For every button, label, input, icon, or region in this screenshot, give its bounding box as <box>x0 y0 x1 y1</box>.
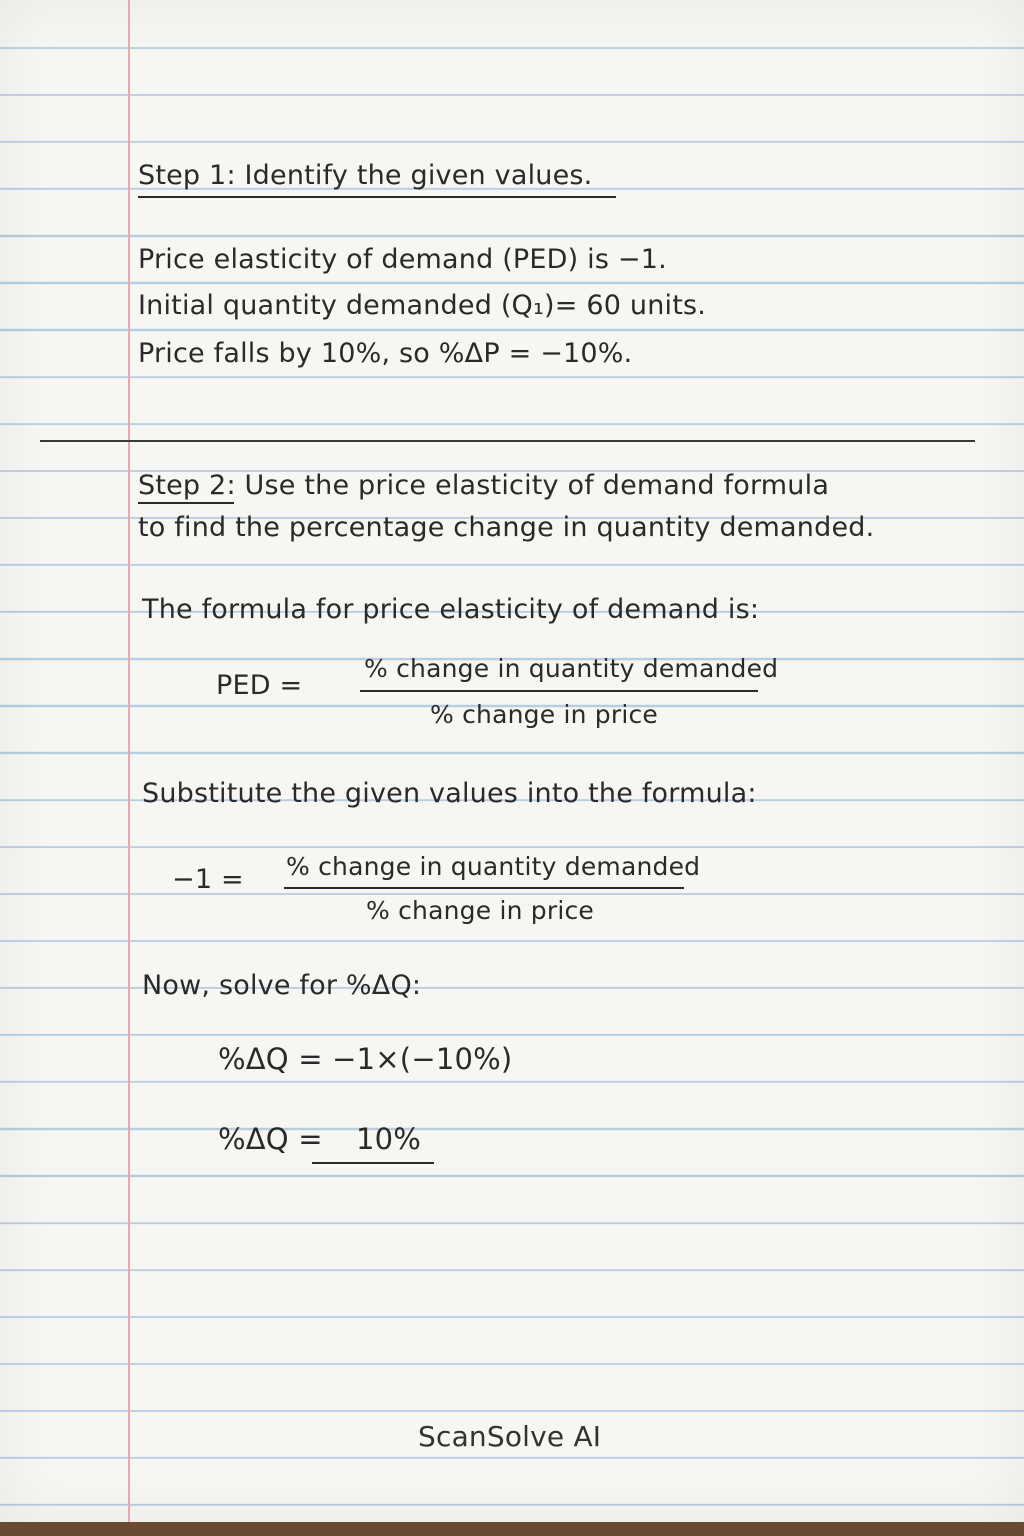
formula-fraction-bar <box>360 690 758 692</box>
step1-heading <box>138 160 592 191</box>
step2-underline <box>138 502 234 504</box>
step1-title: : Identify the given values. <box>226 160 593 191</box>
formula-numerator: % change in quantity demanded <box>364 654 779 683</box>
step2-heading-line2: to find the percentage change in quantity demanded. <box>138 512 875 543</box>
final-answer: 10% <box>356 1122 422 1156</box>
brand-footer: ScanSolve AI <box>418 1420 602 1453</box>
given-ped-line: Price elasticity of demand (PED) is −1. <box>138 244 667 275</box>
solve-intro: Now, solve for %ΔQ: <box>142 970 422 1001</box>
solve-line-1: %ΔQ = −1×(−10%) <box>218 1042 513 1076</box>
substituted-fraction-bar <box>284 887 684 889</box>
substituted-denominator: % change in price <box>366 896 595 925</box>
formula-denominator: % change in price <box>430 700 659 729</box>
step1-underline <box>138 196 616 198</box>
margin-line <box>128 0 130 1522</box>
substituted-numerator: % change in quantity demanded <box>286 852 701 881</box>
formula-lhs: PED = <box>216 670 303 701</box>
given-price-change-line: Price falls by 10%, so %ΔP = −10%. <box>138 338 633 369</box>
step2-heading <box>138 470 829 501</box>
substituted-lhs: −1 = <box>172 864 244 895</box>
step2-title: : Use the price elasticity of demand formula <box>226 470 830 501</box>
formula-intro: The formula for price elasticity of demand is: <box>142 594 760 625</box>
step1-label: Step 1 <box>138 160 227 191</box>
substitute-intro: Substitute the given values into the formula: <box>142 778 757 809</box>
given-quantity-line: Initial quantity demanded (Q₁)= 60 units. <box>138 290 707 321</box>
step2-label: Step 2 <box>138 470 227 501</box>
final-answer-underline <box>312 1162 434 1164</box>
solve-line-2-lhs: %ΔQ = <box>218 1122 323 1156</box>
section-divider <box>40 440 975 442</box>
